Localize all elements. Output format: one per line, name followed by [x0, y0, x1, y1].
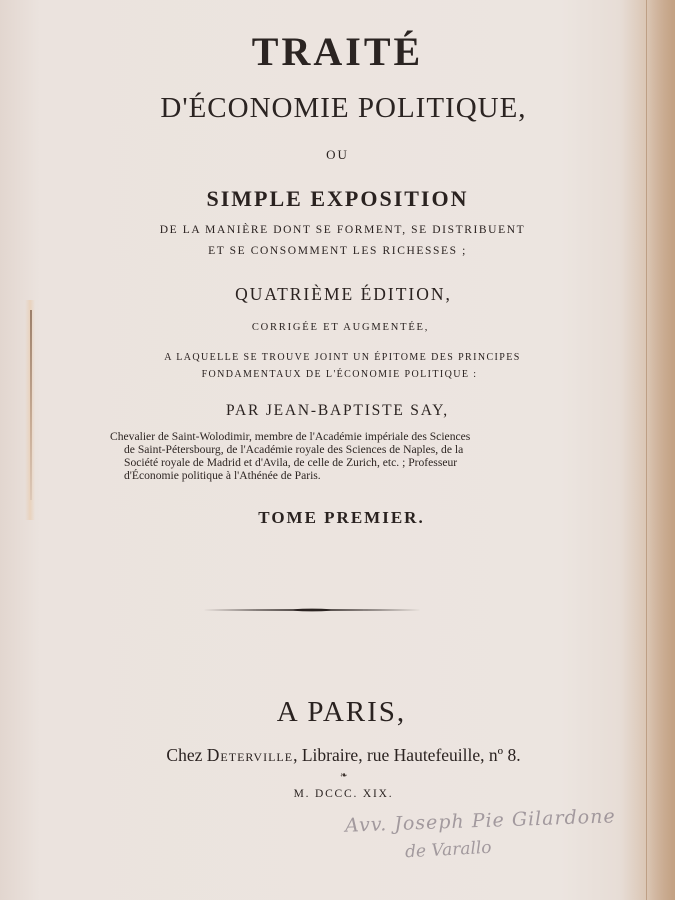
alternate-title: SIMPLE EXPOSITION	[206, 186, 469, 211]
edition-note: CORRIGÉE ET AUGMENTÉE,	[251, 322, 430, 333]
book-subtitle: D'ÉCONOMIE POLITIQUE,	[160, 92, 527, 124]
author-credentials	[110, 430, 530, 482]
credentials-line: Chevalier de Saint-Wolodimir, membre de l'Académie impériale des Sciences	[110, 430, 471, 443]
volume-label: TOME PREMIER.	[258, 508, 425, 527]
publisher-line	[6, 745, 675, 766]
credentials-line: de Saint-Pétersbourg, de l'Académie royale des Sciences de Naples, de la	[124, 443, 464, 456]
publisher-prefix: Chez	[166, 745, 207, 765]
place-of-publication: A PARIS,	[276, 696, 407, 728]
handwritten-inscription	[344, 805, 645, 898]
book-title: TRAITÉ	[251, 29, 424, 74]
ornamental-rule	[203, 608, 421, 612]
ornament-icon: ❧	[340, 770, 348, 780]
credentials-line: Société royale de Madrid et d'Avila, de celle de Zurich, etc. ; Professeur	[124, 456, 458, 469]
description-line-1: DE LA MANIÈRE DONT SE FORMENT, SE DISTRIBUENT	[159, 224, 526, 236]
credentials-line: d'Économie politique à l'Athénée de Paris.	[124, 469, 321, 482]
supplement-line-1: A LAQUELLE SE TROUVE JOINT UN ÉPITOME DES PRINCIPES	[164, 352, 521, 363]
supplement-line-2: FONDAMENTAUX DE L'ÉCONOMIE POLITIQUE :	[201, 369, 478, 380]
publisher-address: , Libraire, rue Hautefeuille, nº 8.	[293, 745, 521, 765]
inscription-line-1: Avv. Joseph Pie Gilardone	[344, 805, 617, 837]
description-line-2: ET SE CONSOMMENT LES RICHESSES ;	[208, 245, 467, 257]
conjunction: OU	[326, 147, 349, 162]
publisher-name: Deterville	[206, 745, 294, 765]
inscription-line-2: de Varallo	[404, 837, 493, 863]
edition: QUATRIÈME ÉDITION,	[235, 284, 452, 304]
publication-date: M. DCCC. XIX.	[293, 788, 394, 800]
author: PAR JEAN-BAPTISTE SAY,	[226, 402, 449, 419]
